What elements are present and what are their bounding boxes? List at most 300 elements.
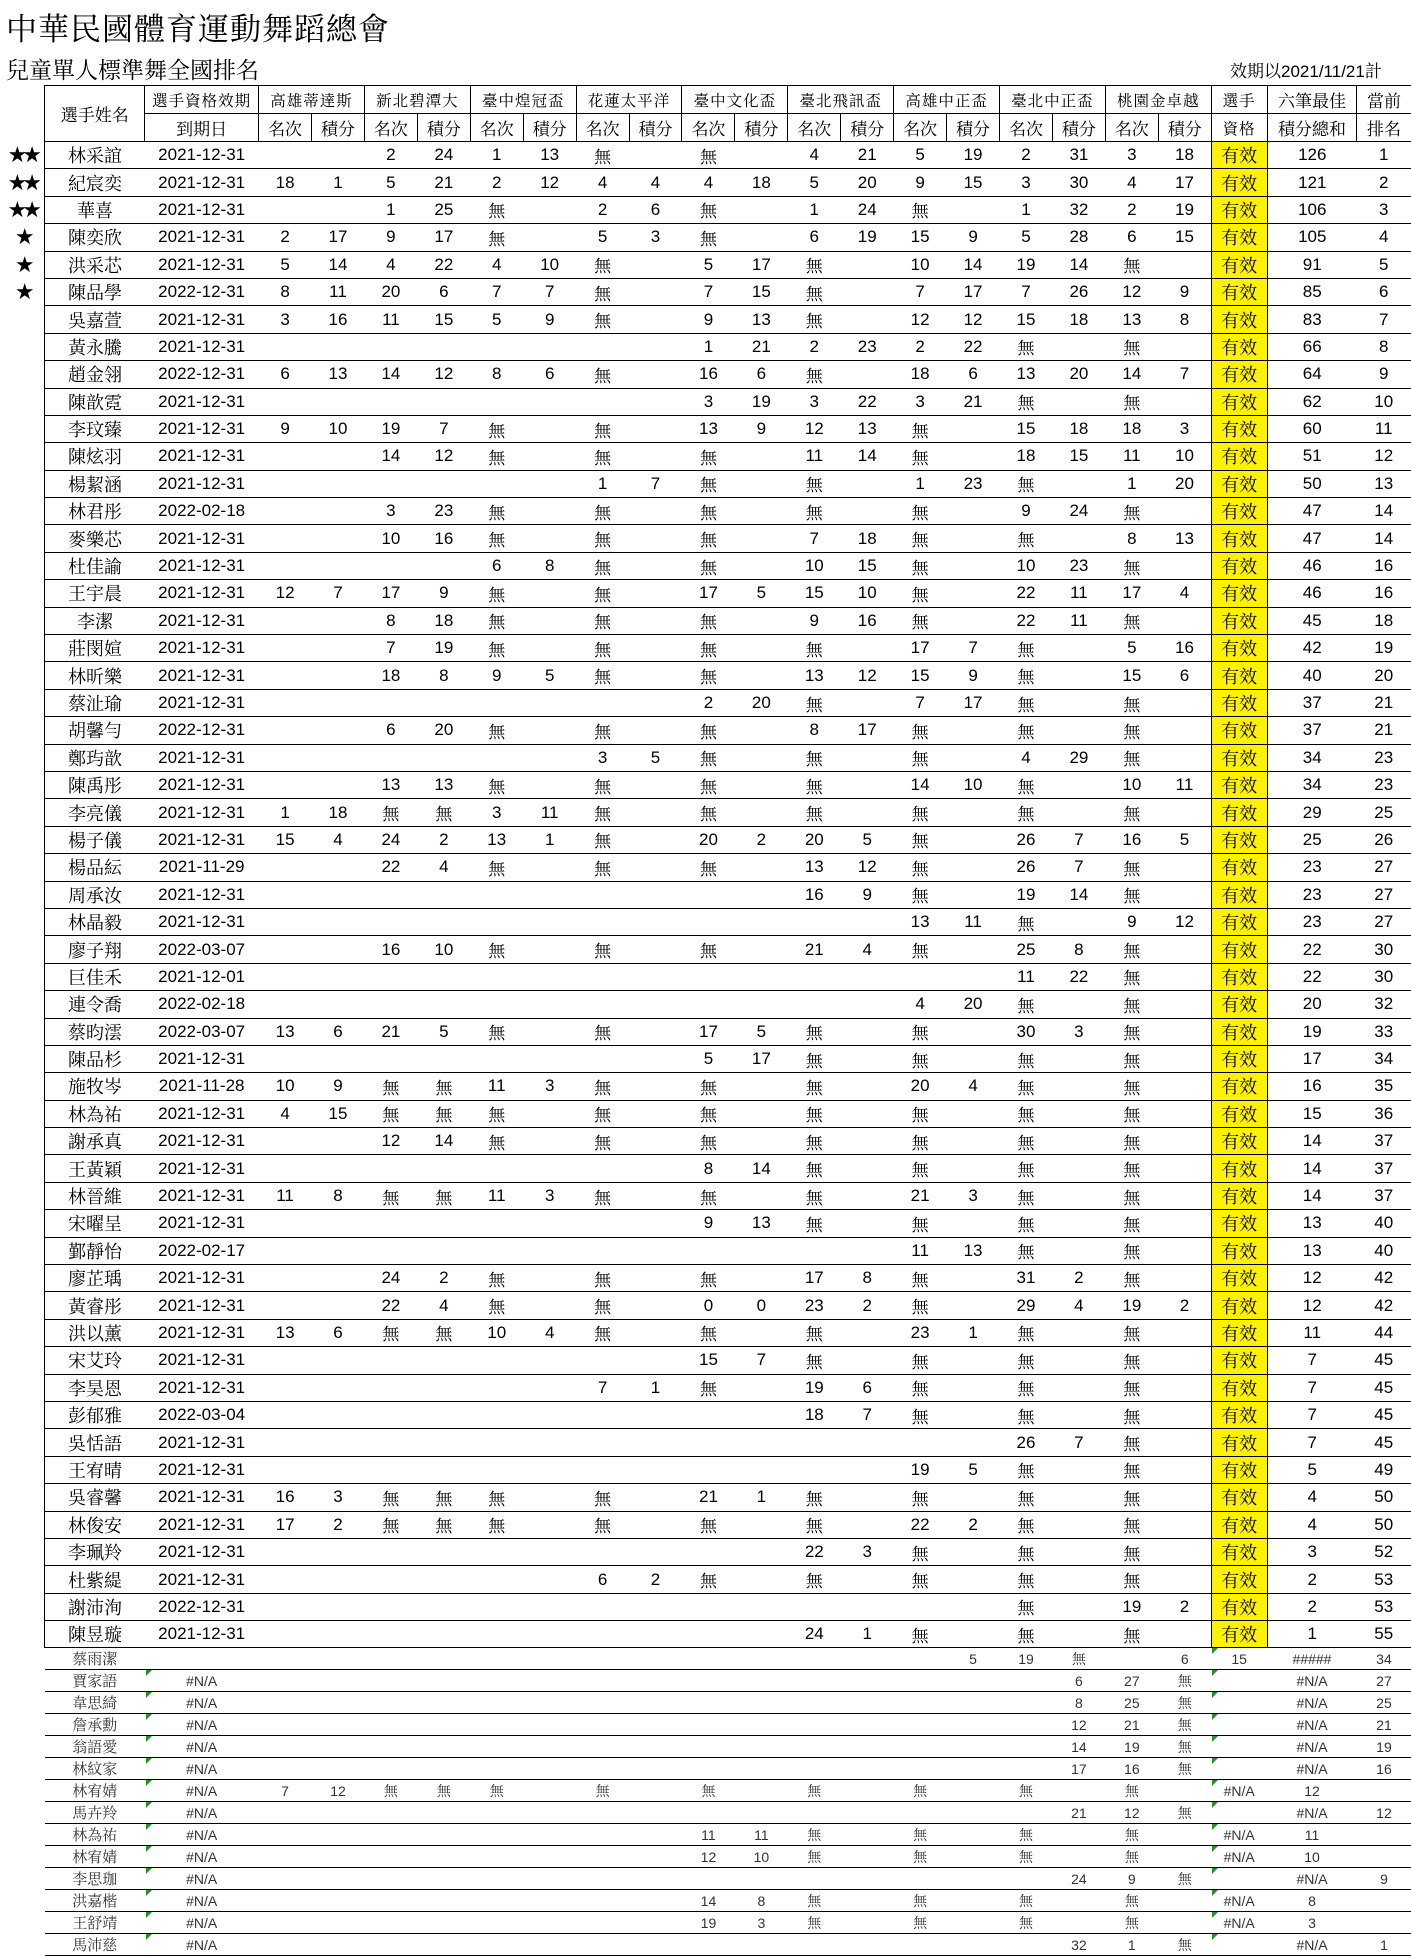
placement-cell: 11 (470, 1182, 523, 1209)
best-points-total: 51 (1267, 443, 1357, 470)
placement-cell (259, 1128, 312, 1155)
points-cell (841, 1511, 894, 1538)
placement-cell: 5 (1000, 224, 1053, 251)
points-cell (841, 1912, 894, 1934)
placement-cell: 14 (364, 443, 417, 470)
points-cell (947, 1890, 1000, 1912)
points-cell: 無 (417, 799, 470, 826)
points-cell: 13 (1158, 525, 1211, 552)
unranked-row (0, 1802, 1411, 1824)
placement-cell: 無 (682, 607, 735, 634)
placement-cell: 7 (788, 525, 841, 552)
table-row (0, 1401, 1411, 1428)
athlete-name: 麥樂芯 (45, 525, 145, 552)
placement-cell (1105, 1648, 1158, 1670)
points-cell (735, 1714, 788, 1736)
placement-cell: 無 (576, 717, 629, 744)
star-rating (0, 799, 45, 826)
placement-cell: 2 (1000, 142, 1053, 169)
points-cell (1158, 1621, 1211, 1648)
points-cell (629, 826, 682, 853)
placement-cell (364, 1210, 417, 1237)
placement-cell: 無 (576, 415, 629, 442)
points-cell: 7 (312, 580, 365, 607)
current-rank: 18 (1357, 607, 1411, 634)
points-cell (312, 1868, 365, 1890)
placement-cell: 6 (1105, 224, 1158, 251)
points-cell (417, 1566, 470, 1593)
points-cell (1158, 1511, 1211, 1538)
table-row (0, 1538, 1411, 1565)
placement-cell (259, 1890, 312, 1912)
points-cell: 8 (1052, 936, 1105, 963)
points-cell: 24 (1052, 498, 1105, 525)
placement-cell (682, 1714, 735, 1736)
points-cell (629, 1429, 682, 1456)
points-cell (312, 1237, 365, 1264)
placement-cell: 15 (1000, 415, 1053, 442)
placement-cell (1000, 1692, 1053, 1714)
expiry-date: #N/A (145, 1736, 259, 1758)
placement-cell: 無 (682, 525, 735, 552)
placement-cell: 無 (788, 744, 841, 771)
table-row (0, 415, 1411, 442)
placement-cell: 無 (788, 278, 841, 305)
points-cell: 1 (841, 1621, 894, 1648)
placement-cell (364, 333, 417, 360)
star-rating (0, 1100, 45, 1127)
points-cell (841, 1210, 894, 1237)
athlete-name: 李亮儀 (45, 799, 145, 826)
table-row (0, 1292, 1411, 1319)
points-cell: 4 (417, 854, 470, 881)
points-cell (312, 1593, 365, 1620)
points-cell (417, 1621, 470, 1648)
placement-cell: 無 (682, 142, 735, 169)
current-rank: 21 (1357, 717, 1411, 744)
placement-cell (576, 1802, 629, 1824)
placement-cell: 無 (788, 1566, 841, 1593)
points-cell (735, 1736, 788, 1758)
points-cell: 18 (1158, 142, 1211, 169)
expiry-date: 2022-03-04 (145, 1401, 259, 1428)
placement-cell: 2 (788, 333, 841, 360)
placement-cell: 10 (1000, 552, 1053, 579)
placement-cell (576, 1648, 629, 1670)
eligibility-status: 有效 (1211, 991, 1267, 1018)
points-cell (947, 854, 1000, 881)
points-cell: 10 (523, 251, 576, 278)
points-cell (629, 142, 682, 169)
placement-cell: 10 (470, 1319, 523, 1346)
athlete-name: 林昕樂 (45, 662, 145, 689)
placement-cell: 無 (894, 525, 947, 552)
placement-cell: 21 (894, 1182, 947, 1209)
placement-cell: 無 (1105, 498, 1158, 525)
placement-cell (576, 1155, 629, 1182)
unranked-row (0, 1780, 1411, 1802)
athlete-name: 杜紫緹 (45, 1566, 145, 1593)
placement-cell: 無 (470, 1265, 523, 1292)
points-cell (841, 744, 894, 771)
points-cell (947, 936, 1000, 963)
placement-cell (894, 1648, 947, 1670)
star-rating (0, 1045, 45, 1072)
placement-cell: 12 (1105, 1802, 1158, 1824)
competition-header-7: 高雄中正盃 (894, 86, 1000, 114)
placement-cell (364, 1045, 417, 1072)
points-cell (735, 1128, 788, 1155)
athlete-name: 施牧岑 (45, 1073, 145, 1100)
eligibility-status (1211, 1802, 1267, 1824)
expiry-date: 2022-02-18 (145, 498, 259, 525)
points-cell: 15 (1052, 443, 1105, 470)
points-cell (947, 1347, 1000, 1374)
points-cell (1158, 1045, 1211, 1072)
placement-cell: 無 (894, 1401, 947, 1428)
placement-cell: 無 (1105, 552, 1158, 579)
placement-cell: 無 (682, 1319, 735, 1346)
placement-cell (364, 1868, 417, 1890)
points-cell (1052, 1374, 1105, 1401)
placement-cell: 12 (788, 415, 841, 442)
points-cell (841, 1890, 894, 1912)
points-cell (1052, 1155, 1105, 1182)
points-cell: 13 (841, 415, 894, 442)
points-cell (417, 1429, 470, 1456)
placement-cell: 23 (894, 1319, 947, 1346)
placement-cell: 無 (1000, 1912, 1053, 1934)
best-points-total: 12 (1267, 1780, 1357, 1802)
placement-cell: 無 (470, 1018, 523, 1045)
placement-cell: 無 (1105, 1484, 1158, 1511)
placement-cell (788, 1648, 841, 1670)
points-cell: 7 (629, 470, 682, 497)
points-cell (629, 1934, 682, 1956)
points-cell (841, 771, 894, 798)
points-cell: 2 (1158, 1593, 1211, 1620)
points-cell: 6 (312, 1319, 365, 1346)
points-cell (1052, 1912, 1105, 1934)
points-cell (735, 1265, 788, 1292)
points-cell (1052, 1511, 1105, 1538)
points-cell (735, 1401, 788, 1428)
points-cell (629, 1237, 682, 1264)
points-cell (735, 142, 788, 169)
star-rating (0, 1566, 45, 1593)
athlete-name: 林為祐 (45, 1100, 145, 1127)
placement-cell: 無 (576, 361, 629, 388)
best-points-total: 126 (1267, 142, 1357, 169)
points-cell (523, 1484, 576, 1511)
points-cell (629, 1456, 682, 1483)
expiry-date: 2021-12-31 (145, 224, 259, 251)
placement-cell: 21 (364, 1018, 417, 1045)
points-cell: 8 (1052, 1692, 1105, 1714)
expiry-date: 2021-12-31 (145, 196, 259, 223)
points-cell (735, 1670, 788, 1692)
points-cell (735, 908, 788, 935)
points-cell (947, 1155, 1000, 1182)
star-rating (0, 498, 45, 525)
placement-cell (894, 1593, 947, 1620)
placement-cell: 無 (364, 1484, 417, 1511)
placement-cell: 27 (1357, 1670, 1411, 1692)
points-cell: 18 (1052, 306, 1105, 333)
points-cell (312, 771, 365, 798)
placement-cell: 無 (682, 854, 735, 881)
placement-cell: 6 (470, 552, 523, 579)
expiry-date: #N/A (145, 1934, 259, 1956)
placement-cell: 無 (788, 1347, 841, 1374)
points-cell: 10 (841, 580, 894, 607)
points-cell: 2 (417, 1265, 470, 1292)
best-points-total: 91 (1267, 251, 1357, 278)
placement-cell: 無 (894, 744, 947, 771)
placement-cell: 6 (259, 361, 312, 388)
placement-cell: 無 (682, 936, 735, 963)
placement-cell: 16 (1357, 1758, 1411, 1780)
points-cell (312, 1670, 365, 1692)
points-cell: 無 (1158, 1736, 1211, 1758)
expiry-date: #N/A (145, 1758, 259, 1780)
points-cell: 無 (417, 1073, 470, 1100)
points-subheader: 積分 (735, 114, 788, 142)
star-rating (0, 662, 45, 689)
athlete-name: 韋思綺 (45, 1692, 145, 1714)
placement-cell: 9 (1105, 1868, 1158, 1890)
placement-cell: 無 (788, 1182, 841, 1209)
table-row (0, 306, 1411, 333)
points-cell (523, 1456, 576, 1483)
placement-cell: 無 (576, 251, 629, 278)
unranked-row (0, 1736, 1411, 1758)
current-rank: 9 (1357, 361, 1411, 388)
placement-cell (576, 908, 629, 935)
points-cell: 9 (417, 580, 470, 607)
expiry-date: 2021-12-31 (145, 1155, 259, 1182)
athlete-name: 鄞靜怡 (45, 1237, 145, 1264)
points-cell (947, 1128, 1000, 1155)
points-cell (312, 1538, 365, 1565)
table-row (0, 169, 1411, 196)
points-cell (735, 498, 788, 525)
eligibility-status: 有效 (1211, 1182, 1267, 1209)
placement-cell: 無 (1000, 1401, 1053, 1428)
placement-cell: 無 (682, 498, 735, 525)
star-rating (0, 1210, 45, 1237)
eligibility-status: 有效 (1211, 1511, 1267, 1538)
placement-cell: 無 (1000, 1566, 1053, 1593)
points-cell (417, 1670, 470, 1692)
points-cell (629, 1670, 682, 1692)
placement-cell: 無 (1000, 799, 1053, 826)
points-cell (1158, 498, 1211, 525)
points-cell (629, 333, 682, 360)
points-cell (735, 1374, 788, 1401)
points-cell: 5 (1158, 826, 1211, 853)
points-cell (629, 1736, 682, 1758)
expiry-date: 2021-12-31 (145, 306, 259, 333)
best-points-total: 20 (1267, 991, 1357, 1018)
table-row (0, 196, 1411, 223)
placement-cell (259, 1934, 312, 1956)
athlete-name: 廖芷瑀 (45, 1265, 145, 1292)
points-cell (1158, 1374, 1211, 1401)
points-cell: 7 (735, 1347, 788, 1374)
placement-cell (364, 1237, 417, 1264)
placement-cell: 無 (1105, 1210, 1158, 1237)
placement-cell: 12 (894, 306, 947, 333)
placement-cell: 12 (259, 580, 312, 607)
placement-cell: 無 (682, 552, 735, 579)
expiry-date (145, 1648, 259, 1670)
athlete-name: 陳歆霓 (45, 388, 145, 415)
eligibility-status: 有效 (1211, 1237, 1267, 1264)
eligibility-status: 有效 (1211, 415, 1267, 442)
expiry-date: 2021-12-31 (145, 1374, 259, 1401)
placement-cell (470, 1210, 523, 1237)
points-cell (735, 224, 788, 251)
points-cell (417, 1868, 470, 1890)
placement-cell: 無 (682, 799, 735, 826)
placement-cell: 13 (259, 1018, 312, 1045)
current-rank: 50 (1357, 1511, 1411, 1538)
points-cell (312, 607, 365, 634)
points-cell: 24 (841, 196, 894, 223)
current-rank: 4 (1357, 224, 1411, 251)
placement-cell: 無 (1105, 1237, 1158, 1264)
placement-cell (259, 498, 312, 525)
star-rating (0, 826, 45, 853)
points-cell (1158, 1347, 1211, 1374)
expiry-date: 2021-12-31 (145, 1511, 259, 1538)
placement-cell: 8 (682, 1155, 735, 1182)
points-cell (629, 278, 682, 305)
placement-cell: 無 (1105, 854, 1158, 881)
placement-cell (364, 1670, 417, 1692)
points-cell (1158, 936, 1211, 963)
placement-cell (364, 1824, 417, 1846)
points-cell: 11 (312, 278, 365, 305)
points-cell (523, 470, 576, 497)
placement-cell: 無 (1105, 388, 1158, 415)
points-cell (417, 333, 470, 360)
placement-cell: 5 (576, 224, 629, 251)
placement-cell: 10 (259, 1073, 312, 1100)
placement-cell (1000, 1670, 1053, 1692)
points-cell (523, 1868, 576, 1890)
current-rank: 37 (1357, 1182, 1411, 1209)
best-points-total: 23 (1267, 908, 1357, 935)
placement-cell: 無 (364, 1100, 417, 1127)
current-rank: 16 (1357, 580, 1411, 607)
placement-cell (788, 1593, 841, 1620)
current-rank: 44 (1357, 1319, 1411, 1346)
points-cell: 31 (1052, 142, 1105, 169)
points-cell (1158, 1073, 1211, 1100)
expiry-date: 2021-12-31 (145, 1456, 259, 1483)
validity-note: 效期以2021/11/21計 (1230, 62, 1382, 81)
placement-cell: 無 (364, 799, 417, 826)
placement-cell (470, 1374, 523, 1401)
placement-cell: 1 (576, 470, 629, 497)
points-cell (523, 1292, 576, 1319)
points-cell (841, 1566, 894, 1593)
points-cell (629, 388, 682, 415)
placement-cell: 無 (1000, 525, 1053, 552)
star-rating (0, 525, 45, 552)
placement-cell (470, 1429, 523, 1456)
points-cell: 3 (841, 1538, 894, 1565)
placement-cell: 無 (788, 1484, 841, 1511)
placement-cell (470, 991, 523, 1018)
page-title: 中華民國體育運動舞蹈總會 (6, 12, 390, 48)
placement-cell: 14 (894, 771, 947, 798)
points-subheader: 積分 (417, 114, 470, 142)
empty-star-cell (0, 1868, 45, 1890)
placement-cell (259, 443, 312, 470)
placement-cell: 無 (576, 1265, 629, 1292)
star-rating (0, 580, 45, 607)
placement-cell: 無 (1105, 607, 1158, 634)
placement-cell: 無 (1000, 1045, 1053, 1072)
placement-cell: 13 (788, 662, 841, 689)
points-cell (523, 1780, 576, 1802)
points-cell (1052, 1890, 1105, 1912)
placement-cell: 5 (682, 1045, 735, 1072)
points-cell (629, 854, 682, 881)
current-rank: 23 (1357, 744, 1411, 771)
points-cell: 18 (312, 799, 365, 826)
placement-cell (364, 1538, 417, 1565)
current-rank: 20 (1357, 662, 1411, 689)
expiry-date: 2021-12-31 (145, 607, 259, 634)
placement-cell (576, 1692, 629, 1714)
best-points-total: 34 (1267, 771, 1357, 798)
placement-cell (894, 1736, 947, 1758)
athlete-name: 周承汝 (45, 881, 145, 908)
best-points-total: 15 (1267, 1100, 1357, 1127)
points-cell (735, 470, 788, 497)
placement-cell: 無 (1105, 1846, 1158, 1868)
expiry-date: 2021-12-31 (145, 635, 259, 662)
placement-cell: 11 (788, 443, 841, 470)
unranked-row (0, 1912, 1411, 1934)
eligibility-status: 有效 (1211, 470, 1267, 497)
empty-star-cell (0, 1934, 45, 1956)
placement-cell (470, 744, 523, 771)
eligibility-status: 有效 (1211, 854, 1267, 881)
points-cell: 21 (735, 333, 788, 360)
placement-cell: 7 (259, 1780, 312, 1802)
placement-cell: 17 (682, 1018, 735, 1045)
points-cell: 5 (947, 1648, 1000, 1670)
current-rank (1357, 1780, 1411, 1802)
points-cell: 7 (523, 278, 576, 305)
expiry-date: 2021-12-31 (145, 799, 259, 826)
points-cell (841, 799, 894, 826)
placement-cell: 9 (682, 306, 735, 333)
points-cell: 19 (841, 224, 894, 251)
placement-cell: 無 (1105, 936, 1158, 963)
placement-cell (576, 689, 629, 716)
placement-cell (364, 963, 417, 990)
points-cell (1158, 1912, 1211, 1934)
points-cell (1052, 635, 1105, 662)
expiry-date: #N/A (145, 1846, 259, 1868)
points-cell: 5 (735, 580, 788, 607)
